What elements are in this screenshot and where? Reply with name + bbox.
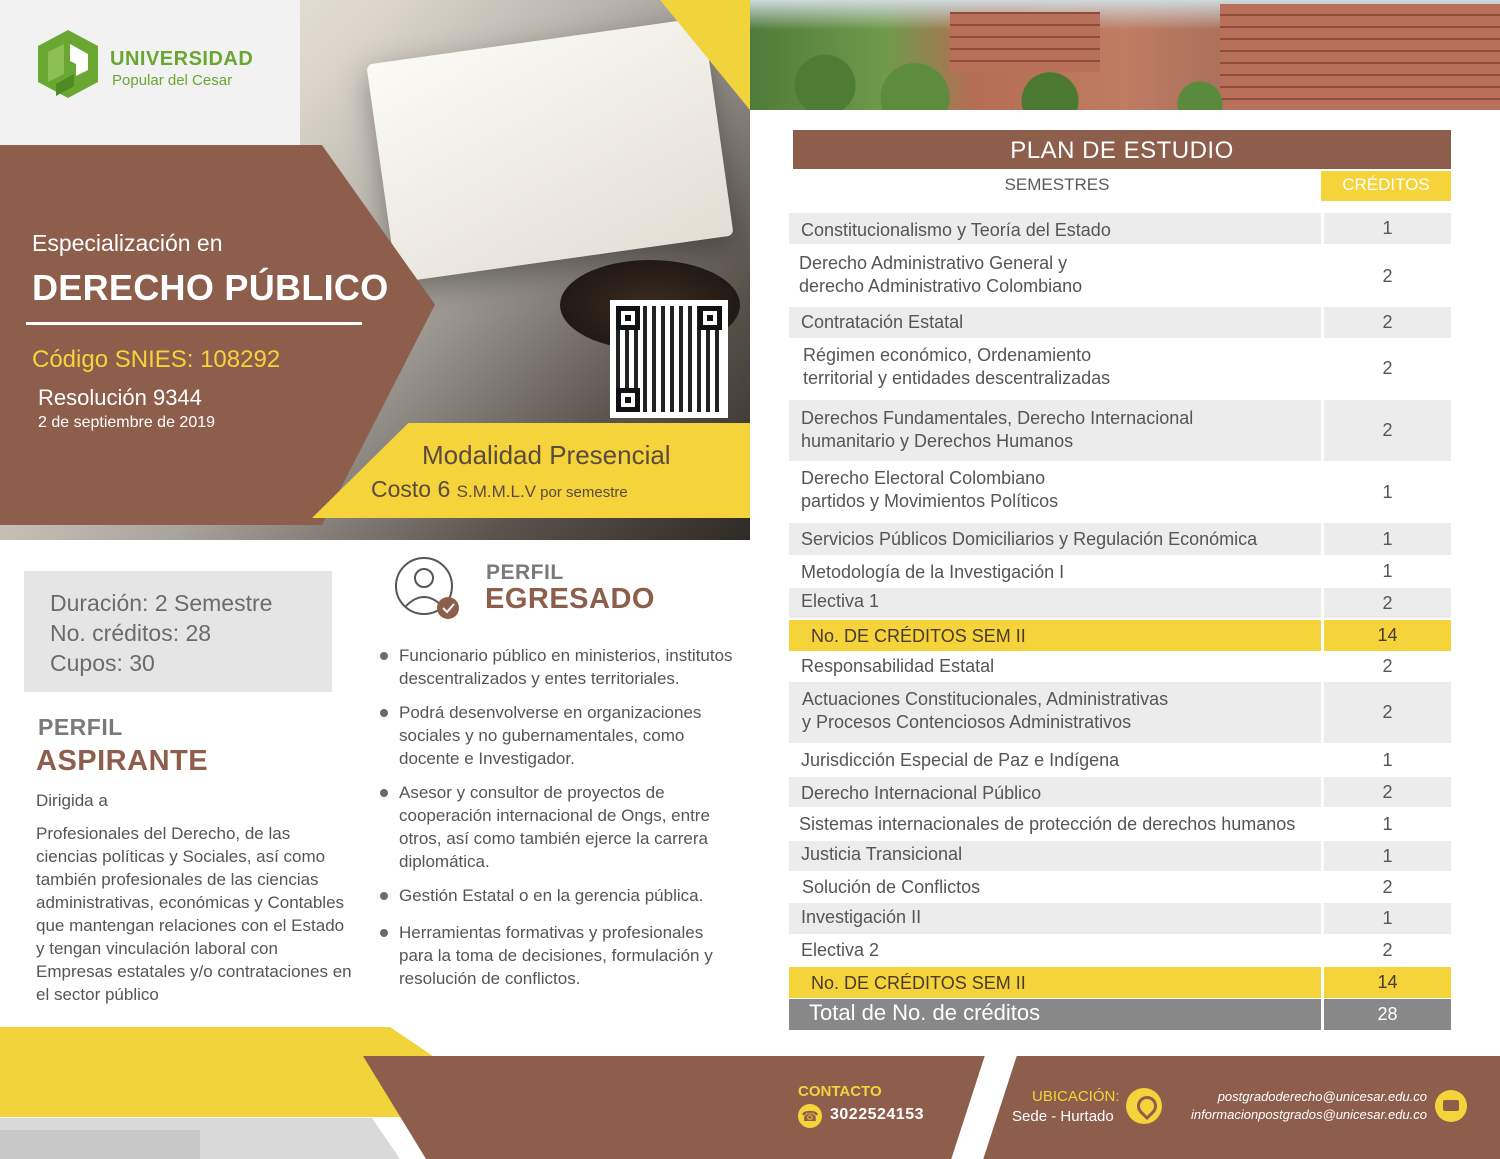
course-name: Derecho Electoral Colombiano partidos y Movimientos Políticos [801, 468, 1059, 511]
table-row [789, 841, 1451, 871]
course-name: Servicios Públicos Domiciliarios y Regulación Económica [801, 529, 1258, 549]
creditos-header: CRÉDITOS [1321, 171, 1451, 201]
table-row [789, 682, 1451, 743]
cupos-text: Cupos: 30 [50, 650, 155, 676]
course-credits: 1 [1324, 523, 1451, 555]
semestres-header: SEMESTRES [1004, 175, 1110, 194]
subtotal-credits: 14 [1324, 967, 1451, 998]
course-credits: 2 [1324, 588, 1451, 618]
list-item: Podrá desenvolverse en organizaciones sociales y no gubernamentales, como docente e Investigador. [378, 701, 738, 770]
course-credits: 1 [1382, 561, 1393, 581]
right-panel [750, 0, 1500, 1159]
title-divider [26, 322, 362, 325]
aspirante-intro: Dirigida a [36, 791, 108, 810]
course-credits: 1 [1324, 213, 1451, 244]
table-row [789, 745, 1451, 776]
course-credits: 2 [1324, 777, 1451, 807]
course-name: Solución de Conflictos [802, 877, 981, 897]
course-credits: 2 [1382, 265, 1393, 286]
university-logo-icon [34, 26, 102, 102]
course-name: Contratación Estatal [801, 312, 964, 332]
open-book-image [366, 17, 733, 282]
list-item: Gestión Estatal o en la gerencia pública. [378, 884, 738, 907]
plan-title: PLAN DE ESTUDIO [793, 130, 1451, 169]
duration-text: Duración: 2 Semestre [50, 590, 273, 616]
cost-text: Costo 6 S.M.M.L.V por semestre [371, 476, 628, 502]
course-credits: 1 [1382, 750, 1393, 770]
table-row [789, 903, 1451, 934]
table-row [789, 809, 1451, 839]
course-name: Derecho Internacional Público [801, 783, 1042, 803]
subtotal-row [789, 620, 1451, 651]
course-name: Justicia Transicional [801, 844, 963, 864]
egresado-perfil-label: PERFIL [486, 561, 564, 584]
table-row [789, 777, 1451, 807]
table-row [789, 307, 1451, 338]
course-credits: 2 [1382, 939, 1393, 960]
course-name: Electiva 1 [801, 591, 880, 611]
course-credits: 2 [1324, 307, 1451, 338]
course-name: Actuaciones Constitucionales, Administrativas y Procesos Contenciosos Administrativos [802, 689, 1169, 732]
resolution: Resolución 9344 [38, 385, 202, 410]
course-credits: 1 [1382, 813, 1393, 834]
qr-code-icon[interactable] [610, 300, 728, 418]
table-row [789, 213, 1451, 244]
table-row [789, 935, 1451, 965]
logo-subname: Popular del Cesar [112, 72, 233, 89]
total-credits: 28 [1324, 999, 1451, 1030]
course-credits: 1 [1382, 481, 1393, 502]
subtotal-row [789, 967, 1451, 998]
course-name: Derecho Administrativo General y derecho Administrativo Colombiano [799, 253, 1083, 296]
egresado-title: EGRESADO [485, 583, 655, 615]
course-name: Investigación II [801, 907, 922, 927]
course-credits: 1 [1324, 903, 1451, 934]
table-row [789, 246, 1451, 306]
total-row [789, 999, 1451, 1030]
course-name: Régimen económico, Ordenamiento territorial y entidades descentralizadas [803, 345, 1111, 388]
course-credits: 2 [1382, 876, 1393, 897]
graduate-profile-icon [392, 556, 464, 622]
subtotal-label: No. DE CRÉDITOS SEM II [811, 626, 1026, 646]
table-row [789, 523, 1451, 555]
table-row [789, 557, 1451, 586]
egresado-list [378, 644, 738, 990]
course-name: Responsabilidad Estatal [801, 656, 995, 676]
location-label: UBICACIÓN: [1032, 1088, 1120, 1105]
list-item: Herramientas formativas y profesionales para la toma de decisiones, formulación y resolución de conflictos. [378, 921, 738, 990]
course-credits: 2 [1324, 682, 1451, 743]
credits-text: No. créditos: 28 [50, 620, 212, 646]
course-name: Metodología de la Investigación I [801, 562, 1065, 582]
table-row [789, 872, 1451, 902]
course-credits: 2 [1382, 656, 1393, 676]
course-name: Electiva 2 [801, 940, 880, 960]
email-link-1[interactable]: postgradoderecho@unicesar.edu.co [1217, 1089, 1427, 1104]
aspirante-description: Profesionales del Derecho, de las ciencias políticas y Sociales, así como también profesionales de las ciencias administrativas, económicas y Contables que mantengan relaciones con el Estado y tengan vinculación laboral con Empresas estatales y/o contrataciones en el sector público [36, 824, 352, 1004]
phone-number[interactable]: 3022524153 [830, 1106, 924, 1123]
subtotal-credits: 14 [1324, 620, 1451, 651]
aspirante-perfil-label: PERFIL [38, 714, 123, 740]
logo-area [0, 0, 300, 145]
mail-icon [1435, 1090, 1467, 1122]
course-name: Constitucionalismo y Teoría del Estado [801, 220, 1111, 240]
table-row [789, 462, 1451, 522]
modalidad-title: Modalidad Presencial [422, 440, 671, 470]
table-row [789, 652, 1451, 681]
list-item: Asesor y consultor de proyectos de cooperación internacional de Ongs, entre otros, así como también ejerce la carrera diplomática. [378, 781, 738, 873]
table-row [789, 400, 1451, 461]
snies-code: Código SNIES: 108292 [32, 346, 281, 373]
course-credits: 1 [1324, 841, 1451, 871]
course-credits: 2 [1382, 358, 1393, 378]
table-row [789, 339, 1451, 398]
course-credits: 2 [1324, 400, 1451, 461]
logo-name: UNIVERSIDAD [110, 48, 254, 70]
course-name: Sistemas internacionales de protección de derechos humanos [799, 814, 1296, 834]
course-name: Jurisdicción Especial de Paz e Indígena [801, 750, 1120, 770]
list-item: Funcionario público en ministerios, institutos descentralizados y entes territoriales. [378, 644, 738, 690]
contact-label: CONTACTO [798, 1083, 882, 1100]
table-row [789, 588, 1451, 618]
resolution-date: 2 de septiembre de 2019 [38, 414, 216, 431]
subtotal-label: No. DE CRÉDITOS SEM II [811, 973, 1026, 993]
total-label: Total de No. de créditos [809, 1000, 1041, 1025]
location-text: Sede - Hurtado [1012, 1108, 1114, 1125]
location-pin-icon [1126, 1088, 1162, 1124]
aspirante-title: ASPIRANTE [36, 745, 209, 777]
email-link-2[interactable]: informacionpostgrados@unicesar.edu.co [1190, 1107, 1427, 1122]
course-name: Derechos Fundamentales, Derecho Internacional humanitario y Derechos Humanos [801, 408, 1194, 451]
program-title: DERECHO PÚBLICO [32, 267, 389, 308]
decor-bottom-gray-2 [0, 1130, 200, 1159]
phone-icon: ☎ [798, 1104, 822, 1128]
program-label: Especialización en [32, 230, 223, 256]
campus-trees [750, 48, 1500, 110]
